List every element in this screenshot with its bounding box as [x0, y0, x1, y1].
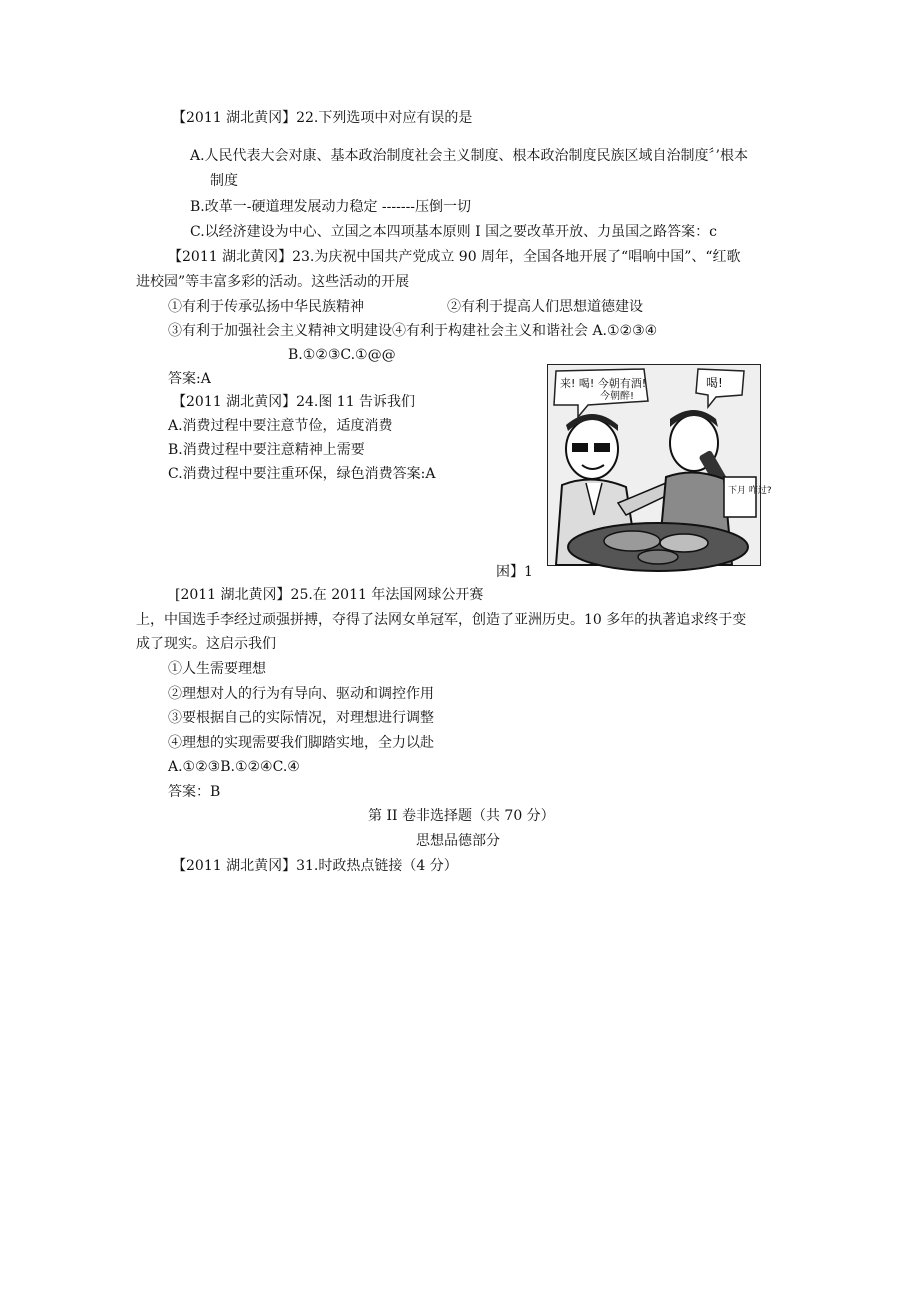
q24-option-b: B.消费过程中要注意精神上需要 — [168, 442, 365, 458]
q23-option-2: ②有利于提高人们思想道德建设 — [447, 299, 643, 315]
q24-option-c: C.消费过程中要注重环保，绿色消费答案:A — [168, 466, 436, 482]
q25-option-3: ③要根据自己的实际情况，对理想进行调整 — [168, 710, 434, 726]
q22-option-a-line1: A.人民代表大会对康、基本政治制度社会主义制度、根本政治制度民族区域自治制度〞’根本 — [190, 148, 749, 164]
q25-stem-line1: [2011 湖北黄冈】25.在 2011 年法国网球公开赛 — [175, 587, 484, 603]
plate-2 — [660, 534, 708, 552]
q23-stem-line2: 进校园”等丰富多彩的活动。这些活动的开展 — [136, 274, 410, 290]
plate-1 — [604, 531, 660, 551]
q22-option-a-line2: 制度 — [210, 173, 238, 189]
plate-3 — [638, 550, 678, 564]
q22-stem: 【2011 湖北黄冈】22.下列选项中对应有误的是 — [172, 110, 473, 126]
q25-option-1: ①人生需要理想 — [168, 661, 266, 677]
q24-stem: 【2011 湖北黄冈】24.图 11 告诉我们 — [172, 394, 416, 410]
glasses-right — [594, 443, 610, 452]
q23-option-1: ①有利于传承弘扬中华民族精神 — [168, 299, 364, 315]
q25-option-2: ②理想对人的行为有导向、驱动和调控作用 — [168, 686, 434, 702]
q23-choices-bc: B.①②③C.①@@ — [288, 347, 396, 363]
sign-board — [724, 477, 756, 517]
q25-choices: A.①②③B.①②④C.④ — [168, 759, 300, 775]
bubble-left-text-2: 今朝醉! — [600, 391, 635, 402]
figure-caption: 困】1 — [496, 564, 533, 580]
q23-option-3-4: ③有利于加强社会主义精神文明建设④有利于构建社会主义和谐社会 A.①②③④ — [168, 323, 658, 339]
section-title: 第 II 卷非选择题（共 70 分） — [368, 808, 555, 824]
q25-answer: 答案：B — [168, 784, 221, 800]
q23-answer: 答案:A — [168, 371, 211, 387]
section-subtitle: 思想品德部分 — [416, 833, 500, 849]
q25-stem-line2: 上，中国选手李经过顽强拼搏，夺得了法网女单冠军，创造了亚洲历史。10 多年的执著追求终于变 — [136, 612, 747, 628]
q25-stem-line3: 成了现实。这启示我们 — [136, 636, 276, 652]
q24-option-a: A.消费过程中要注意节俭，适度消费 — [168, 418, 393, 434]
sign-text: 下月 咋过? — [728, 486, 772, 496]
q22-option-b: B.改革一-硬道理发展动力稳定 -------压倒一切 — [190, 199, 472, 215]
consumption-cartoon — [547, 364, 772, 566]
q31-stem: 【2011 湖北黄冈】31.时政热点链接（4 分） — [172, 858, 458, 874]
glasses-left — [572, 443, 588, 452]
q23-stem-line1: 【2011 湖北黄冈】23.为庆祝中国共产党成立 90 周年，全国各地开展了“唱响中国”、“红歌 — [168, 249, 741, 265]
bubble-right-text: 喝! — [706, 376, 723, 390]
bubble-left-text: 来! 喝! 今朝有酒! — [560, 377, 647, 390]
q22-option-c: C.以经济建设为中心、立国之本四项基本原则 I 国之要改革开放、力虽国之路答案：c — [190, 224, 717, 240]
q25-option-4: ④理想的实现需要我们脚踏实地，全力以赴 — [168, 735, 434, 751]
